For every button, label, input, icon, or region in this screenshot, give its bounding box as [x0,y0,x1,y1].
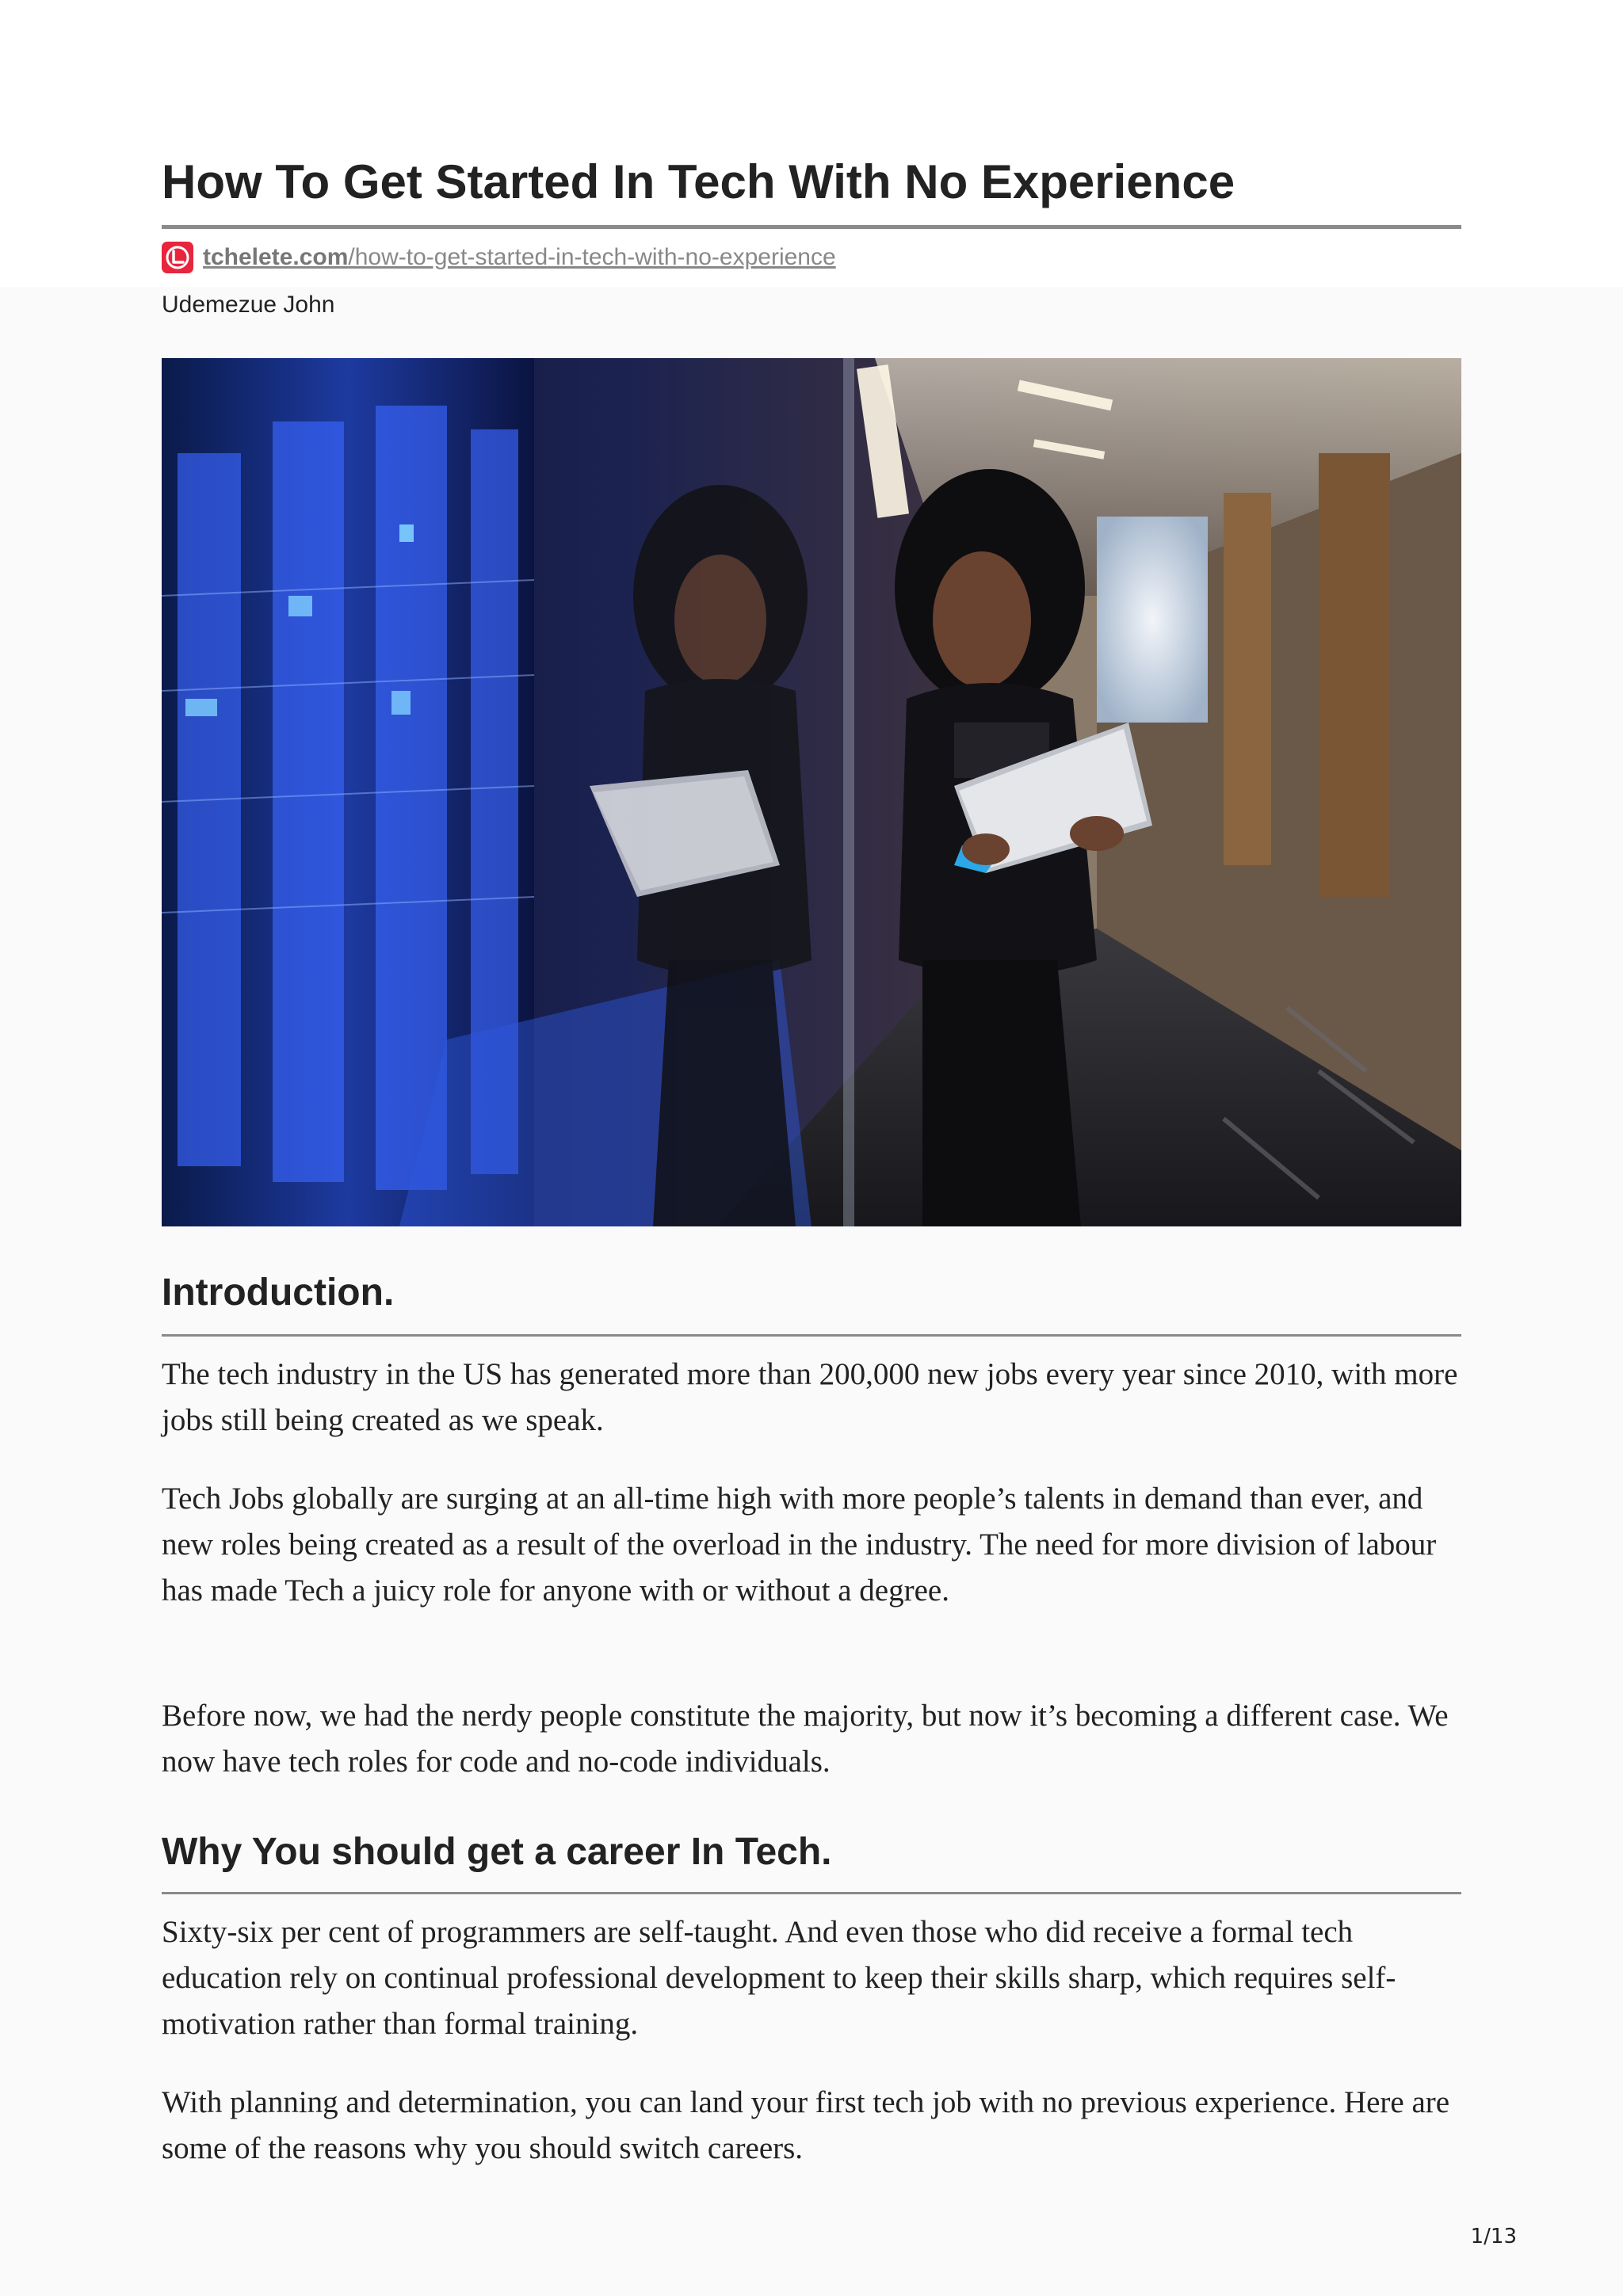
title-divider [162,225,1461,229]
source-link[interactable] [203,244,836,271]
article-title: How To Get Started In Tech With No Experience [162,155,1235,208]
paragraph: With planning and determination, you can land your first tech job with no previous experience. Here are some of the reasons why you should switch careers. [162,2085,1450,2165]
paragraph: Sixty-six per cent of programmers are self-taught. And even those who did receive a formal tech education rely on continual professional development to keep their skills sharp, which requires self-motivation rather than formal training. [162,1915,1396,2041]
site-favicon-icon [162,242,193,273]
source-path: /how-to-get-started-in-tech-with-no-experience [348,244,836,270]
section-heading-why-tech: Why You should get a career In Tech. [162,1831,832,1873]
hero-photo [162,358,1461,1226]
paragraph: Before now, we had the nerdy people constitute the majority, but now it’s becoming a different case. We now have tech roles for code and no-code individuals. [162,1699,1449,1779]
section-heading-introduction: Introduction. [162,1272,395,1314]
section-divider [162,1334,1461,1337]
hero-image [162,358,1461,1226]
section-divider [162,1892,1461,1894]
author-name: Udemezue John [162,292,335,318]
page-number: 1/13 [1470,2225,1517,2248]
paragraph: The tech industry in the US has generated more than 200,000 new jobs every year since 2010, with more jobs still being created as we speak. [162,1357,1458,1437]
source-row [162,240,836,275]
paragraph: Tech Jobs globally are surging at an all-time high with more people’s talents in demand than ever, and new roles being created as a result of the overload in the industry. The need for more division of labour has made Tech a juicy role for anyone with or without a degree. [162,1482,1437,1608]
source-domain: tchelete.com [203,244,349,270]
